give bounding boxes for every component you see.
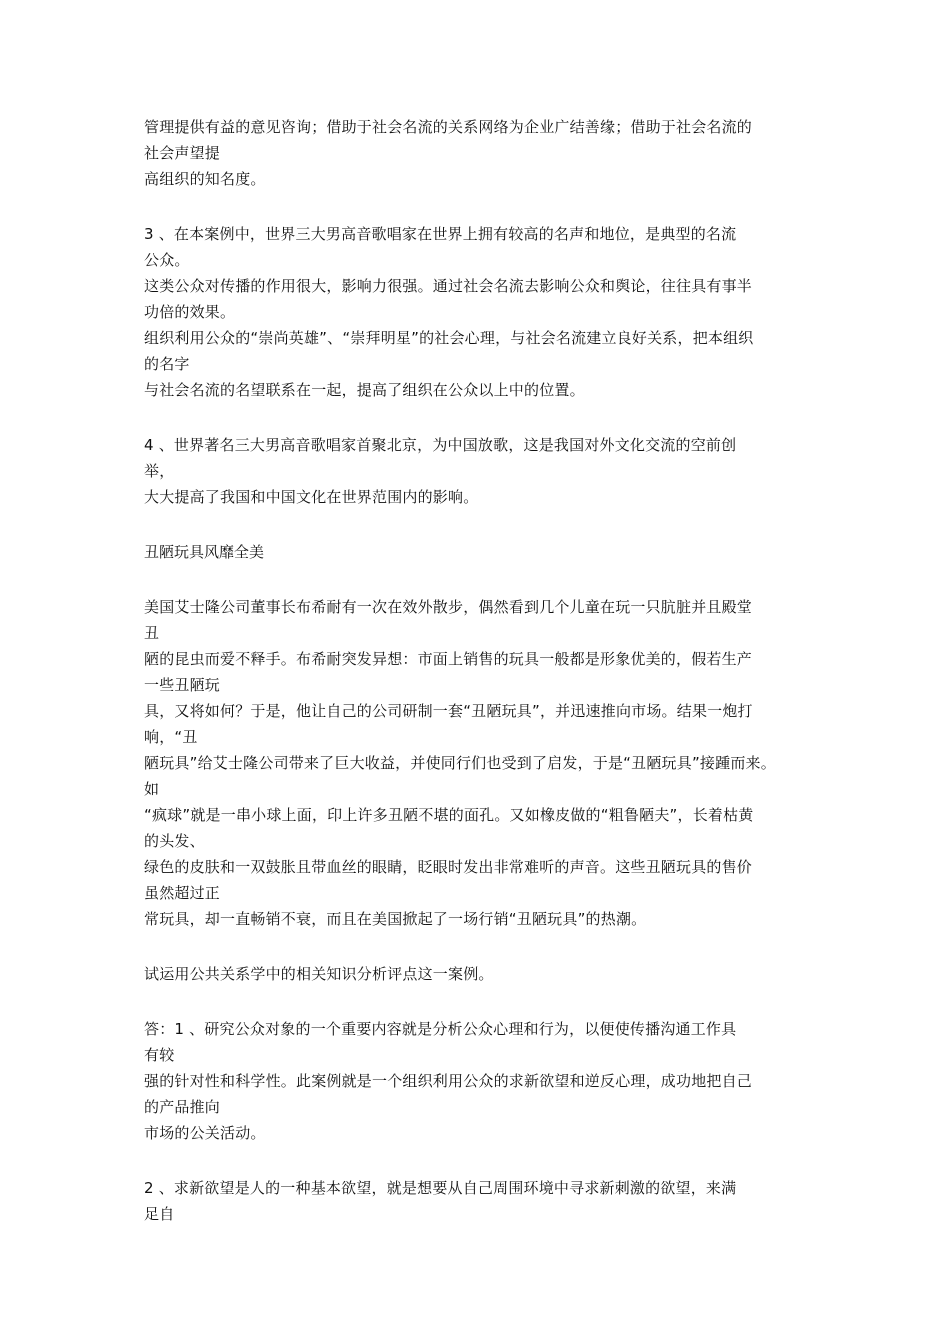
text-line: 3 、在本案例中，世界三大男高音歌唱家在世界上拥有较高的名声和地位，是典型的名流 [144, 225, 737, 243]
text-line: 一些丑陋玩 [144, 676, 221, 694]
answer-paragraph-1 [144, 1016, 816, 1146]
text-line: 的产品推向 [144, 1098, 221, 1116]
text-line: 有较 [144, 1046, 175, 1064]
paragraph-1 [144, 114, 816, 192]
text-line: 2 、求新欲望是人的一种基本欲望，就是想要从自己周围环境中寻求新刺激的欲望，来满 [144, 1179, 737, 1197]
text-line: 如 [144, 780, 160, 798]
section-heading [144, 539, 816, 565]
text-line: 4 、世界著名三大男高音歌唱家首聚北京，为中国放歌，这是我国对外文化交流的空前创 [144, 436, 737, 454]
text-line: 答：1 、研究公众对象的一个重要内容就是分析公众心理和行为，以便使传播沟通工作具 [144, 1020, 737, 1038]
paragraph-2 [144, 221, 816, 403]
text-line: 美国艾士隆公司董事长布希耐有一次在效外散步，偶然看到几个儿童在玩一只肮脏并且殿堂 [144, 598, 753, 616]
paragraph-case-story [144, 594, 816, 932]
text-line: 管理提供有益的意见咨询；借助于社会名流的关系网络为企业广结善缘；借助于社会名流的 [144, 118, 753, 136]
text-line: 组织利用公众的“崇尚英雄”、“崇拜明星”的社会心理，与社会名流建立良好关系，把本组织 [144, 329, 754, 347]
text-line: 功倍的效果。 [144, 303, 236, 321]
text-line: 高组织的知名度。 [144, 170, 266, 188]
question-text: 试运用公共关系学中的相关知识分析评点这一案例。 [144, 965, 494, 983]
text-line: 公众。 [144, 251, 190, 269]
text-line: 具，又将如何？于是，他让自己的公司研制一套“丑陋玩具”，并迅速推向市场。结果一炮打 [144, 702, 753, 720]
text-line: 社会声望提 [144, 144, 221, 162]
text-line: 陋玩具”给艾士隆公司带来了巨大收益，并使同行们也受到了启发，于是“丑陋玩具”接踵而来。 [144, 754, 776, 772]
text-line: 虽然超过正 [144, 884, 221, 902]
text-line: 绿色的皮肤和一双鼓胀且带血丝的眼睛，眨眼时发出非常难听的声音。这些丑陋玩具的售价 [144, 858, 753, 876]
answer-paragraph-2 [144, 1175, 816, 1227]
document-body [144, 114, 816, 1256]
question-paragraph [144, 961, 816, 987]
text-line: 丑 [144, 624, 160, 642]
text-line: 的名字 [144, 355, 190, 373]
text-line: 与社会名流的名望联系在一起，提高了组织在公众以上中的位置。 [144, 381, 585, 399]
text-line: “疯球”就是一串小球上面，印上许多丑陋不堪的面孔。又如橡皮做的“粗鲁陋夫”，长着枯黄 [144, 806, 754, 824]
case-title: 丑陋玩具风靡全美 [144, 543, 265, 561]
text-line: 强的针对性和科学性。此案例就是一个组织利用公众的求新欲望和逆反心理，成功地把自己 [144, 1072, 753, 1090]
text-line: 常玩具，却一直畅销不衰，而且在美国掀起了一场行销“丑陋玩具”的热潮。 [144, 910, 647, 928]
text-line: 这类公众对传播的作用很大，影响力很强。通过社会名流去影响公众和舆论，往往具有事半 [144, 277, 753, 295]
text-line: 大大提高了我国和中国文化在世界范围内的影响。 [144, 488, 479, 506]
text-line: 的头发、 [144, 832, 205, 850]
paragraph-3 [144, 432, 816, 510]
text-line: 陋的昆虫而爱不释手。布希耐突发异想：市面上销售的玩具一般都是形象优美的，假若生产 [144, 650, 753, 668]
text-line: 市场的公关活动。 [144, 1124, 266, 1142]
text-line: 响，“丑 [144, 728, 198, 746]
text-line: 足自 [144, 1205, 175, 1223]
text-line: 举， [144, 462, 175, 480]
